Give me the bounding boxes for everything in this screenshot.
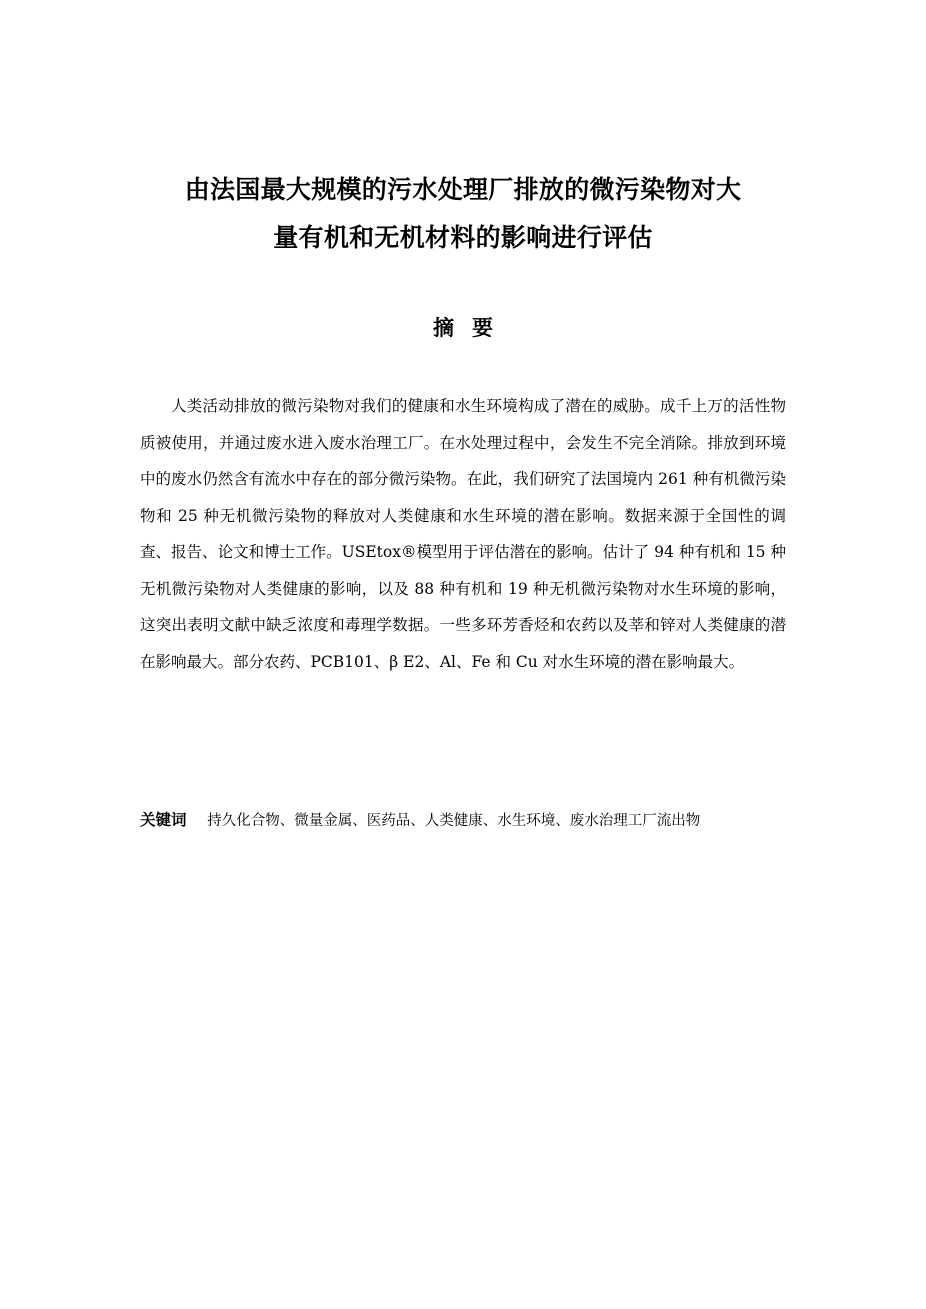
- title-line-1: 由法国最大规模的污水处理厂排放的微污染物对大: [184, 175, 742, 204]
- document-title: [130, 166, 796, 262]
- abstract-paragraph: 人类活动排放的微污染物对我们的健康和水生环境构成了潜在的威胁。成千上万的活性物质被使用，并通过废水进入废水治理工厂。在水处理过程中，会发生不完全消除。排放到环境中的废水仍然含有流水中存在的部分微污染物。在此，我们研究了法国境内 261 种有机微污染物和 25 种无机微污染物的释放对人类健康和水生环境的潜在影响。数据来源于全国性的调查、报告、论文和博士工作。USEtox®模型用于评估潜在的影响。估计了 94 种有机和 15 种无机微污染物对人类健康的影响，以及 88 种有机和 19 种无机微污染物对水生环境的影响，这突出表明文献中缺乏浓度和毒理学数据。一些多环芳香烃和农药以及莘和锌对人类健康的潜在影响最大。部分农药、PCB101、β E2、Al、Fe 和 Cu 对水生环境的潜在影响最大。: [140, 397, 786, 671]
- abstract-heading: 摘要: [433, 316, 511, 340]
- keywords-section: [140, 806, 840, 835]
- keywords-list: 持久化合物、微量金属、医药品、人类健康、水生环境、废水治理工厂流出物: [207, 813, 701, 829]
- keywords-label: 关键词: [140, 811, 187, 829]
- title-line-2: 量有机和无机材料的影响进行评估: [273, 223, 653, 252]
